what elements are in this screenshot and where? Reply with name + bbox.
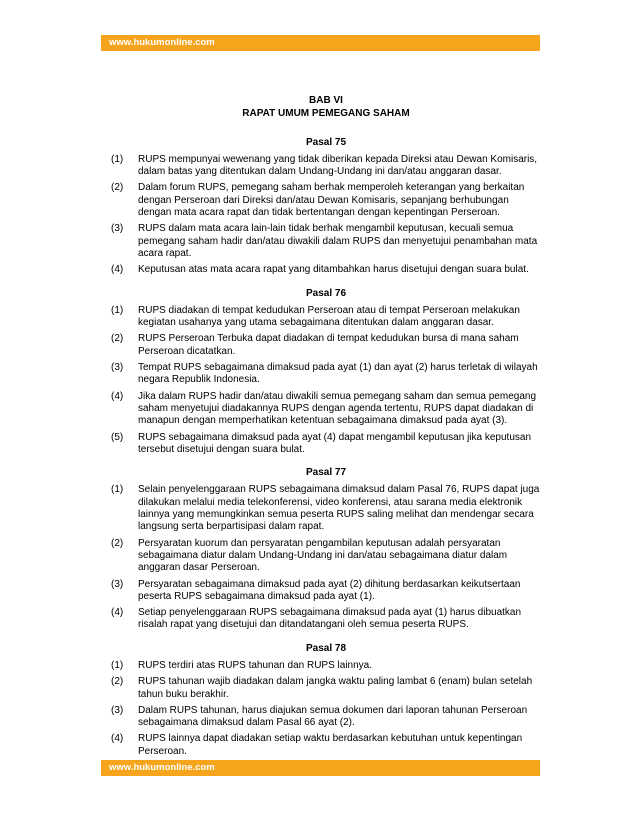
footer-site-link[interactable]: www.hukumonline.com bbox=[109, 762, 215, 773]
clause bbox=[111, 538, 541, 575]
document-body bbox=[111, 95, 541, 762]
header-site-link[interactable]: www.hukumonline.com bbox=[109, 37, 215, 48]
clause bbox=[111, 391, 541, 428]
article-section bbox=[111, 467, 541, 632]
clause-number: (3) bbox=[111, 362, 124, 374]
clause bbox=[111, 705, 541, 730]
clause-number: (2) bbox=[111, 182, 124, 194]
clause-number: (3) bbox=[111, 704, 124, 716]
clause-number: (5) bbox=[111, 431, 124, 443]
clause-number: (2) bbox=[111, 537, 124, 549]
clause-number: (1) bbox=[111, 304, 124, 316]
clause-text: Jika dalam RUPS hadir dan/atau diwakili semua pemegang saham dan semua pemegang saham menyetujui diadakannya RUPS dengan agenda tertentu, RUPS dapat diadakan di manapun dengan memperhatikan ketentuan sebagaimana dimaksud pada ayat (3). bbox=[138, 390, 537, 427]
clause-text: RUPS diadakan di tempat kedudukan Perseroan atau di tempat Perseroan melakukan kegiatan usahanya yang utama sebagaimana ditentukan dalam anggaran dasar. bbox=[138, 304, 520, 329]
clause-text: Selain penyelenggaraan RUPS sebagaimana dimaksud dalam Pasal 76, RUPS dapat juga dilakukan melalui media telekonferensi, video konferensi, atau sarana media elektronik lainnya yang memungkinkan semua peserta RUPS saling melihat dan mendengar secara langsung serta berpartisipasi dalam rapat. bbox=[138, 484, 540, 533]
clause-text: Keputusan atas mata acara rapat yang ditambahkan harus disetujui dengan suara bulat. bbox=[138, 264, 529, 276]
clause-number: (1) bbox=[111, 484, 124, 496]
header-banner bbox=[101, 35, 540, 51]
clause bbox=[111, 484, 541, 533]
clause bbox=[111, 154, 541, 179]
clause-text: Tempat RUPS sebagaimana dimaksud pada ayat (1) dan ayat (2) harus terletak di wilayah negara Republik Indonesia. bbox=[138, 362, 538, 386]
clause bbox=[111, 733, 541, 758]
footer-banner bbox=[101, 760, 540, 776]
clause bbox=[111, 305, 541, 330]
clause-number: (1) bbox=[111, 659, 124, 671]
clause bbox=[111, 223, 541, 260]
clause bbox=[111, 607, 541, 632]
clause-number: (4) bbox=[111, 607, 124, 619]
clause bbox=[111, 579, 541, 604]
clause-text: RUPS tahunan wajib diadakan dalam jangka waktu paling lambat 6 (enam) bulan setelah tahun buku berakhir. bbox=[138, 676, 533, 700]
clause-text: RUPS mempunyai wewenang yang tidak diberikan kepada Direksi atau Dewan Komisaris, dalam batas yang ditentukan dalam Undang-Undang ini dan/atau anggaran dasar. bbox=[138, 153, 538, 178]
clause-number: (3) bbox=[111, 223, 124, 235]
clause bbox=[111, 432, 541, 457]
clause-number: (3) bbox=[111, 578, 124, 590]
article-title: Pasal 76 bbox=[305, 287, 347, 299]
clause bbox=[111, 333, 541, 358]
clause-text: RUPS sebagaimana dimaksud pada ayat (4) dapat mengambil keputusan jika keputusan tersebut disetujui dengan suara bulat. bbox=[138, 431, 532, 455]
clause-number: (4) bbox=[111, 390, 124, 402]
clause bbox=[111, 182, 541, 219]
clause-text: RUPS dalam mata acara lain-lain tidak berhak mengambil keputusan, kecuali semua pemegang saham hadir dan/atau diwakili dalam RUPS dan menyetujui penambahan mata acara rapat. bbox=[138, 223, 538, 259]
articles-list bbox=[111, 137, 541, 758]
clause-text: Persyaratan kuorum dan persyaratan pengambilan keputusan adalah persyaratan sebagaimana diatur dalam Undang-Undang ini dan/atau sebagaimana diatur dalam anggaran dasar Perseroan. bbox=[138, 537, 508, 574]
clause bbox=[111, 362, 541, 387]
chapter-label: BAB VI bbox=[309, 95, 343, 106]
clause-text: Persyaratan sebagaimana dimaksud pada ayat (2) dihitung berdasarkan keikutsertaan peserta RUPS sebagaimana dimaksud pada ayat (1). bbox=[138, 578, 521, 602]
clause-text: Setiap penyelenggaraan RUPS sebagaimana dimaksud pada ayat (1) harus dibuatkan risalah rapat yang disetujui dan ditandatangani oleh semua peserta RUPS. bbox=[138, 607, 522, 631]
clause-text: RUPS Perseroan Terbuka dapat diadakan di tempat kedudukan bursa di mana saham Perseroan dicatatkan. bbox=[138, 333, 519, 357]
clause-text: RUPS lainnya dapat diadakan setiap waktu berdasarkan kebutuhan untuk kepentingan Perseroan. bbox=[138, 733, 523, 757]
article-section bbox=[111, 288, 541, 457]
article-title: Pasal 77 bbox=[305, 467, 347, 479]
clause-number: (2) bbox=[111, 676, 124, 688]
clause-text: Dalam RUPS tahunan, harus diajukan semua dokumen dari laporan tahunan Perseroan sebagaimana dimaksud dalam Pasal 66 ayat (2). bbox=[138, 704, 528, 729]
clause bbox=[111, 676, 541, 701]
clause-number: (2) bbox=[111, 333, 124, 345]
clause-number: (4) bbox=[111, 733, 124, 745]
chapter-title: RAPAT UMUM PEMEGANG SAHAM bbox=[242, 108, 410, 120]
clause bbox=[111, 660, 541, 672]
clause bbox=[111, 264, 541, 276]
article-title: Pasal 75 bbox=[305, 136, 347, 148]
clause-text: Dalam forum RUPS, pemegang saham berhak memperoleh keterangan yang berkaitan dengan Perseroan dari Direksi dan/atau Dewan Komisaris, sepanjang berhubungan dengan mata acara rapat dan tidak bertentangan dengan kepentingan Perseroan. bbox=[138, 182, 525, 219]
clause-number: (4) bbox=[111, 264, 124, 276]
article-section bbox=[111, 137, 541, 277]
article-title: Pasal 78 bbox=[305, 642, 347, 654]
article-section bbox=[111, 643, 541, 758]
clause-text: RUPS terdiri atas RUPS tahunan dan RUPS lainnya. bbox=[138, 659, 373, 671]
clause-number: (1) bbox=[111, 153, 124, 165]
